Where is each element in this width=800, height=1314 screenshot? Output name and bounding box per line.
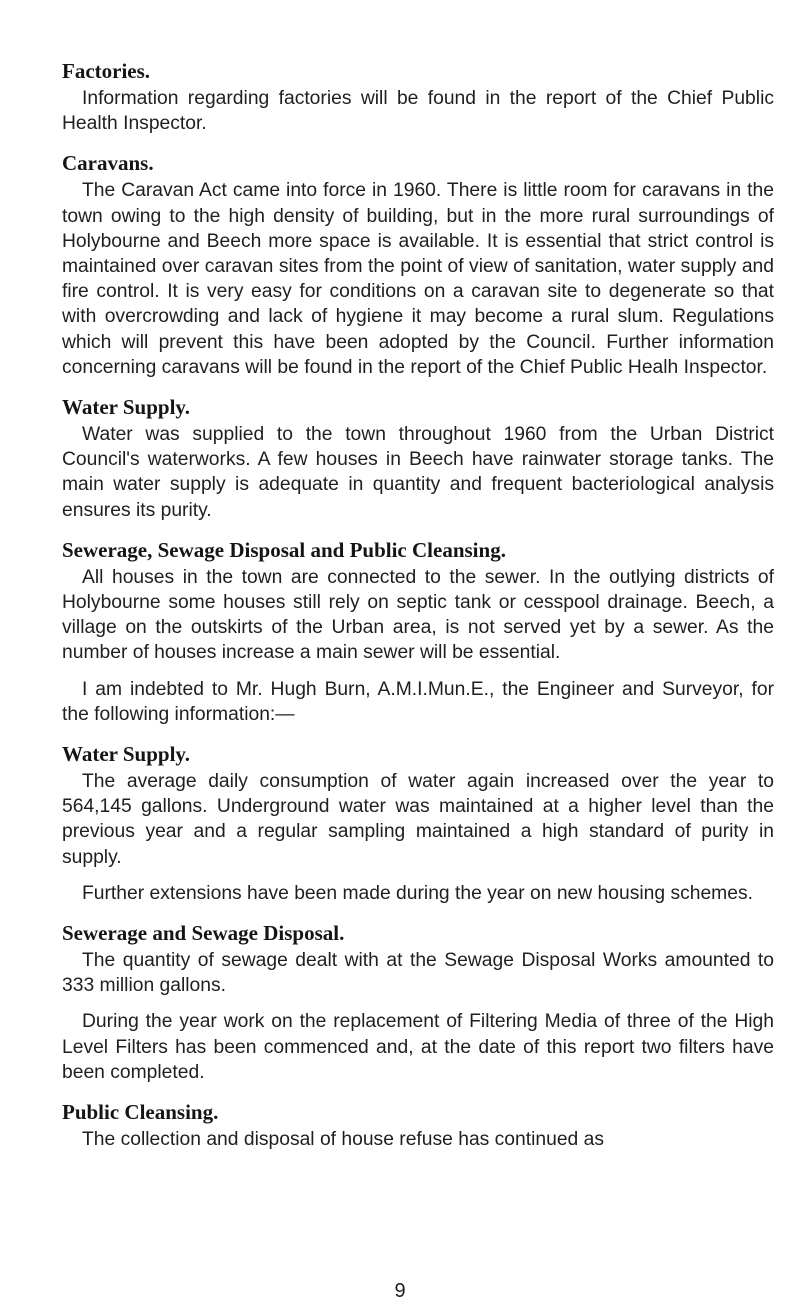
section-caravans — [62, 150, 774, 380]
section-paragraph: During the year work on the replacement of Filtering Media of three of the High Level Filters has been commenced and, at the date of this report two filters have been completed. — [62, 1011, 774, 1083]
section-paragraph: Information regarding factories will be found in the report of the Chief Public Health Inspector. — [62, 88, 774, 135]
document-page — [62, 58, 774, 1166]
page-number: 9 — [394, 1280, 406, 1302]
section-paragraph: The Caravan Act came into force in 1960. There is little room for caravans in the town owing to the high density of building, but in the more rural surroundings of Holybourne and Beech more space is available. It is essential that strict control is maintained over caravan sites from the point of view of sanitation, water supply and fire control. It is very easy for conditions on a caravan site to degenerate so that with overcrowding and lack of hygiene it may become a rural slum. Regulations which will prevent this have been adopted by the Council. Further information concerning caravans will be found in the report of the Chief Public Healh Inspector. — [62, 180, 774, 378]
section-heading: Caravans. — [62, 151, 154, 176]
section-public-cleansing — [62, 1099, 774, 1152]
section-heading: Sewerage, Sewage Disposal and Public Cleansing. — [62, 537, 506, 562]
section-heading: Water Supply. — [62, 742, 190, 767]
section-heading: Factories. — [62, 59, 151, 83]
section-factories — [62, 58, 774, 136]
section-paragraph: I am indebted to Mr. Hugh Burn, A.M.I.Mun.E., the Engineer and Surveyor, for the following information:— — [62, 678, 774, 725]
section-paragraph: Further extensions have been made during the year on new housing schemes. — [82, 882, 753, 904]
section-paragraph: The average daily consumption of water again increased over the year to 564,145 gallons. Underground water was maintained at a higher level than the previous year and a regular sampling maintained a high standard of purity in supply. — [62, 771, 774, 868]
section-sewerage-sewage-disposal — [62, 920, 774, 1085]
section-paragraph: Water was supplied to the town throughout 1960 from the Urban District Council's waterworks. A few houses in Beech have rainwater storage tanks. The main water supply is adequate in quantity and frequent bacteriological analysis ensures its purity. — [62, 424, 774, 521]
section-heading: Public Cleansing. — [62, 1100, 219, 1125]
section-sewerage-disposal-cleansing — [62, 537, 774, 727]
section-heading: Sewerage and Sewage Disposal. — [62, 921, 345, 946]
section-water-supply — [62, 394, 774, 523]
section-heading: Water Supply. — [62, 395, 190, 420]
section-water-supply-engineer — [62, 741, 774, 906]
section-paragraph: The quantity of sewage dealt with at the Sewage Disposal Works amounted to 333 million gallons. — [62, 950, 774, 997]
section-paragraph: All houses in the town are connected to the sewer. In the outlying districts of Holybourne some houses still rely on septic tank or cesspool drainage. Beech, a village on the outskirts of the Urban area, is not served yet by a sewer. As the number of houses increase a main sewer will be essential. — [62, 566, 774, 664]
section-paragraph: The collection and disposal of house refuse has continued as — [82, 1129, 605, 1151]
